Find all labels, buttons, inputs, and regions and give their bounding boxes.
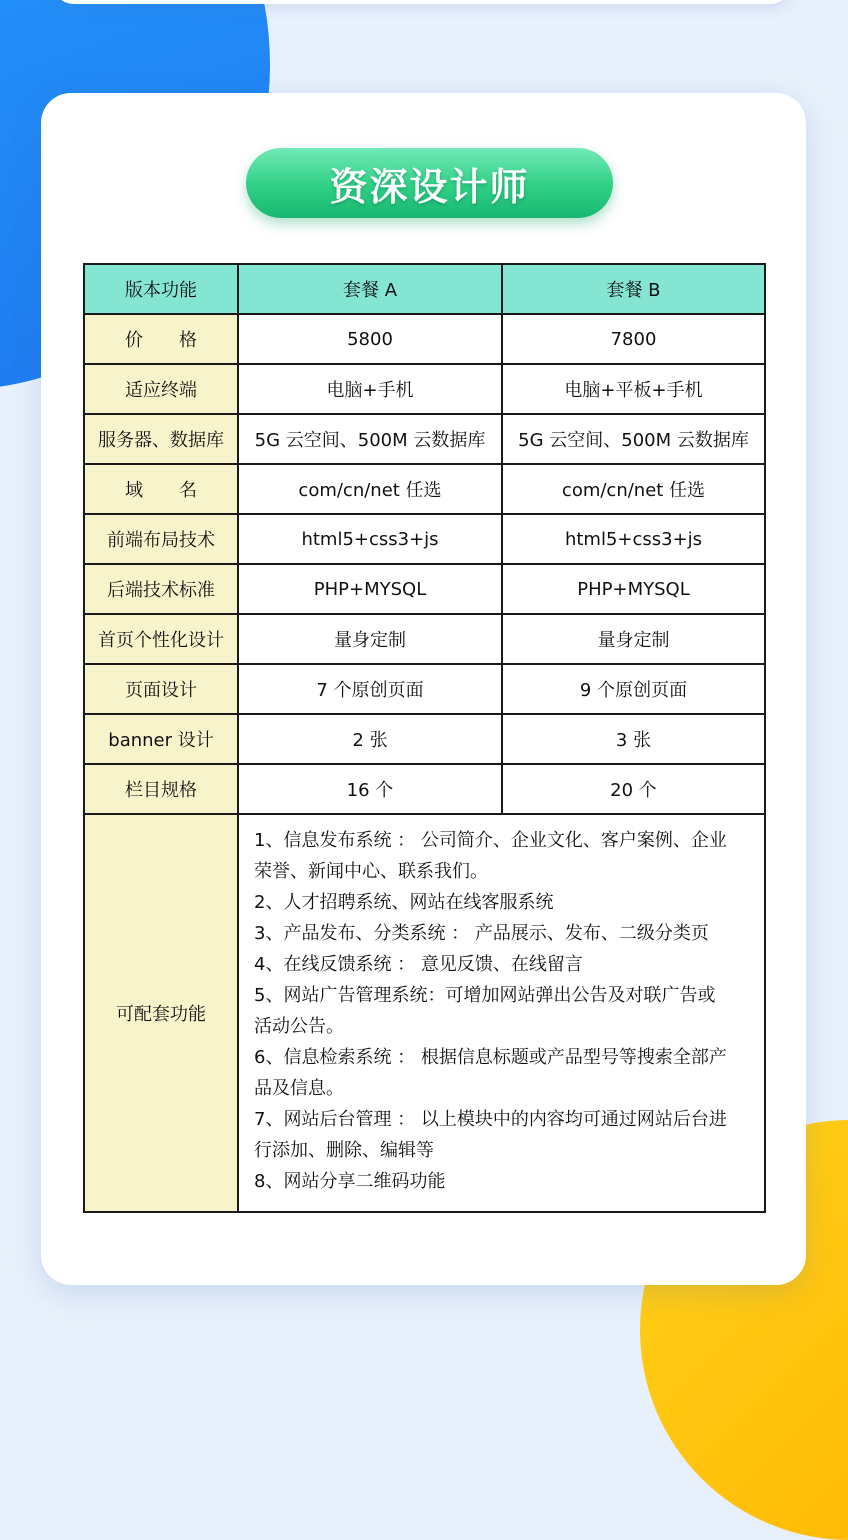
features-row [84,814,765,1212]
package-a-value: 16 个 [238,764,502,814]
package-a-value: 5G 云空间、500M 云数据库 [238,414,502,464]
feature-line: 5、网站广告管理系统：可增加网站弹出公告及对联广告或 [254,985,716,1006]
package-b-value: 20 个 [502,764,765,814]
package-a-value: 5800 [238,314,502,364]
package-b-value: 9 个原创页面 [502,664,765,714]
row-label: 域 名 [84,464,238,514]
page-title: 资深设计师 [329,164,530,209]
features-label: 可配套功能 [84,814,238,1212]
table-row [84,414,765,464]
table-row [84,614,765,664]
package-a-value: html5+css3+js [238,514,502,564]
feature-line: 3、产品发布、分类系统 ： 产品展示、发布、二级分类页 [254,923,709,944]
table-row [84,514,765,564]
package-b-value: PHP+MYSQL [502,564,765,614]
package-a-value: 7 个原创页面 [238,664,502,714]
feature-line: 品及信息。 [254,1078,344,1099]
title-badge [246,148,613,218]
package-b-value: com/cn/net 任选 [502,464,765,514]
package-a-value: 2 张 [238,714,502,764]
package-b-value: 电脑+平板+手机 [502,364,765,414]
package-a-value: PHP+MYSQL [238,564,502,614]
table-row [84,764,765,814]
package-b-value: 7800 [502,314,765,364]
feature-line: 4、在线反馈系统 ： 意见反馈、在线留言 [254,954,583,975]
package-b-value: html5+css3+js [502,514,765,564]
row-label: banner 设计 [84,714,238,764]
package-b-value: 3 张 [502,714,765,764]
package-a-value: com/cn/net 任选 [238,464,502,514]
feature-line: 行添加、删除、编辑等 [254,1140,434,1161]
feature-line: 6、信息检索系统 ： 根据信息标题或产品型号等搜索全部产 [254,1047,727,1068]
row-label: 栏目规格 [84,764,238,814]
row-label: 首页个性化设计 [84,614,238,664]
table-header-row [84,264,765,314]
feature-line: 7、网站后台管理 ： 以上模块中的内容均可通过网站后台进 [254,1109,727,1130]
feature-line: 2、人才招聘系统、网站在线客服系统 [254,892,554,913]
package-b-value: 量身定制 [502,614,765,664]
header-version-feature: 版本功能 [84,264,238,314]
table-row [84,364,765,414]
row-label: 服务器、数据库 [84,414,238,464]
row-label: 后端技术标准 [84,564,238,614]
table-row [84,464,765,514]
feature-line: 荣誉、新闻中心、联系我们。 [254,861,488,882]
table-row [84,564,765,614]
feature-line: 1、信息发布系统 ： 公司简介、企业文化、客户案例、企业 [254,830,727,851]
row-label: 价 格 [84,314,238,364]
feature-line: 8、网站分享二维码功能 [254,1171,446,1192]
package-a-value: 量身定制 [238,614,502,664]
package-table [83,263,766,1213]
table-row [84,314,765,364]
table-row [84,664,765,714]
package-a-value: 电脑+手机 [238,364,502,414]
row-label: 前端布局技术 [84,514,238,564]
features-list [238,814,765,1212]
row-label: 适应终端 [84,364,238,414]
row-label: 页面设计 [84,664,238,714]
feature-line: 活动公告。 [254,1016,344,1037]
package-b-value: 5G 云空间、500M 云数据库 [502,414,765,464]
table-row [84,714,765,764]
header-package-a: 套餐 A [238,264,502,314]
previous-card-edge [52,0,792,4]
header-package-b: 套餐 B [502,264,765,314]
